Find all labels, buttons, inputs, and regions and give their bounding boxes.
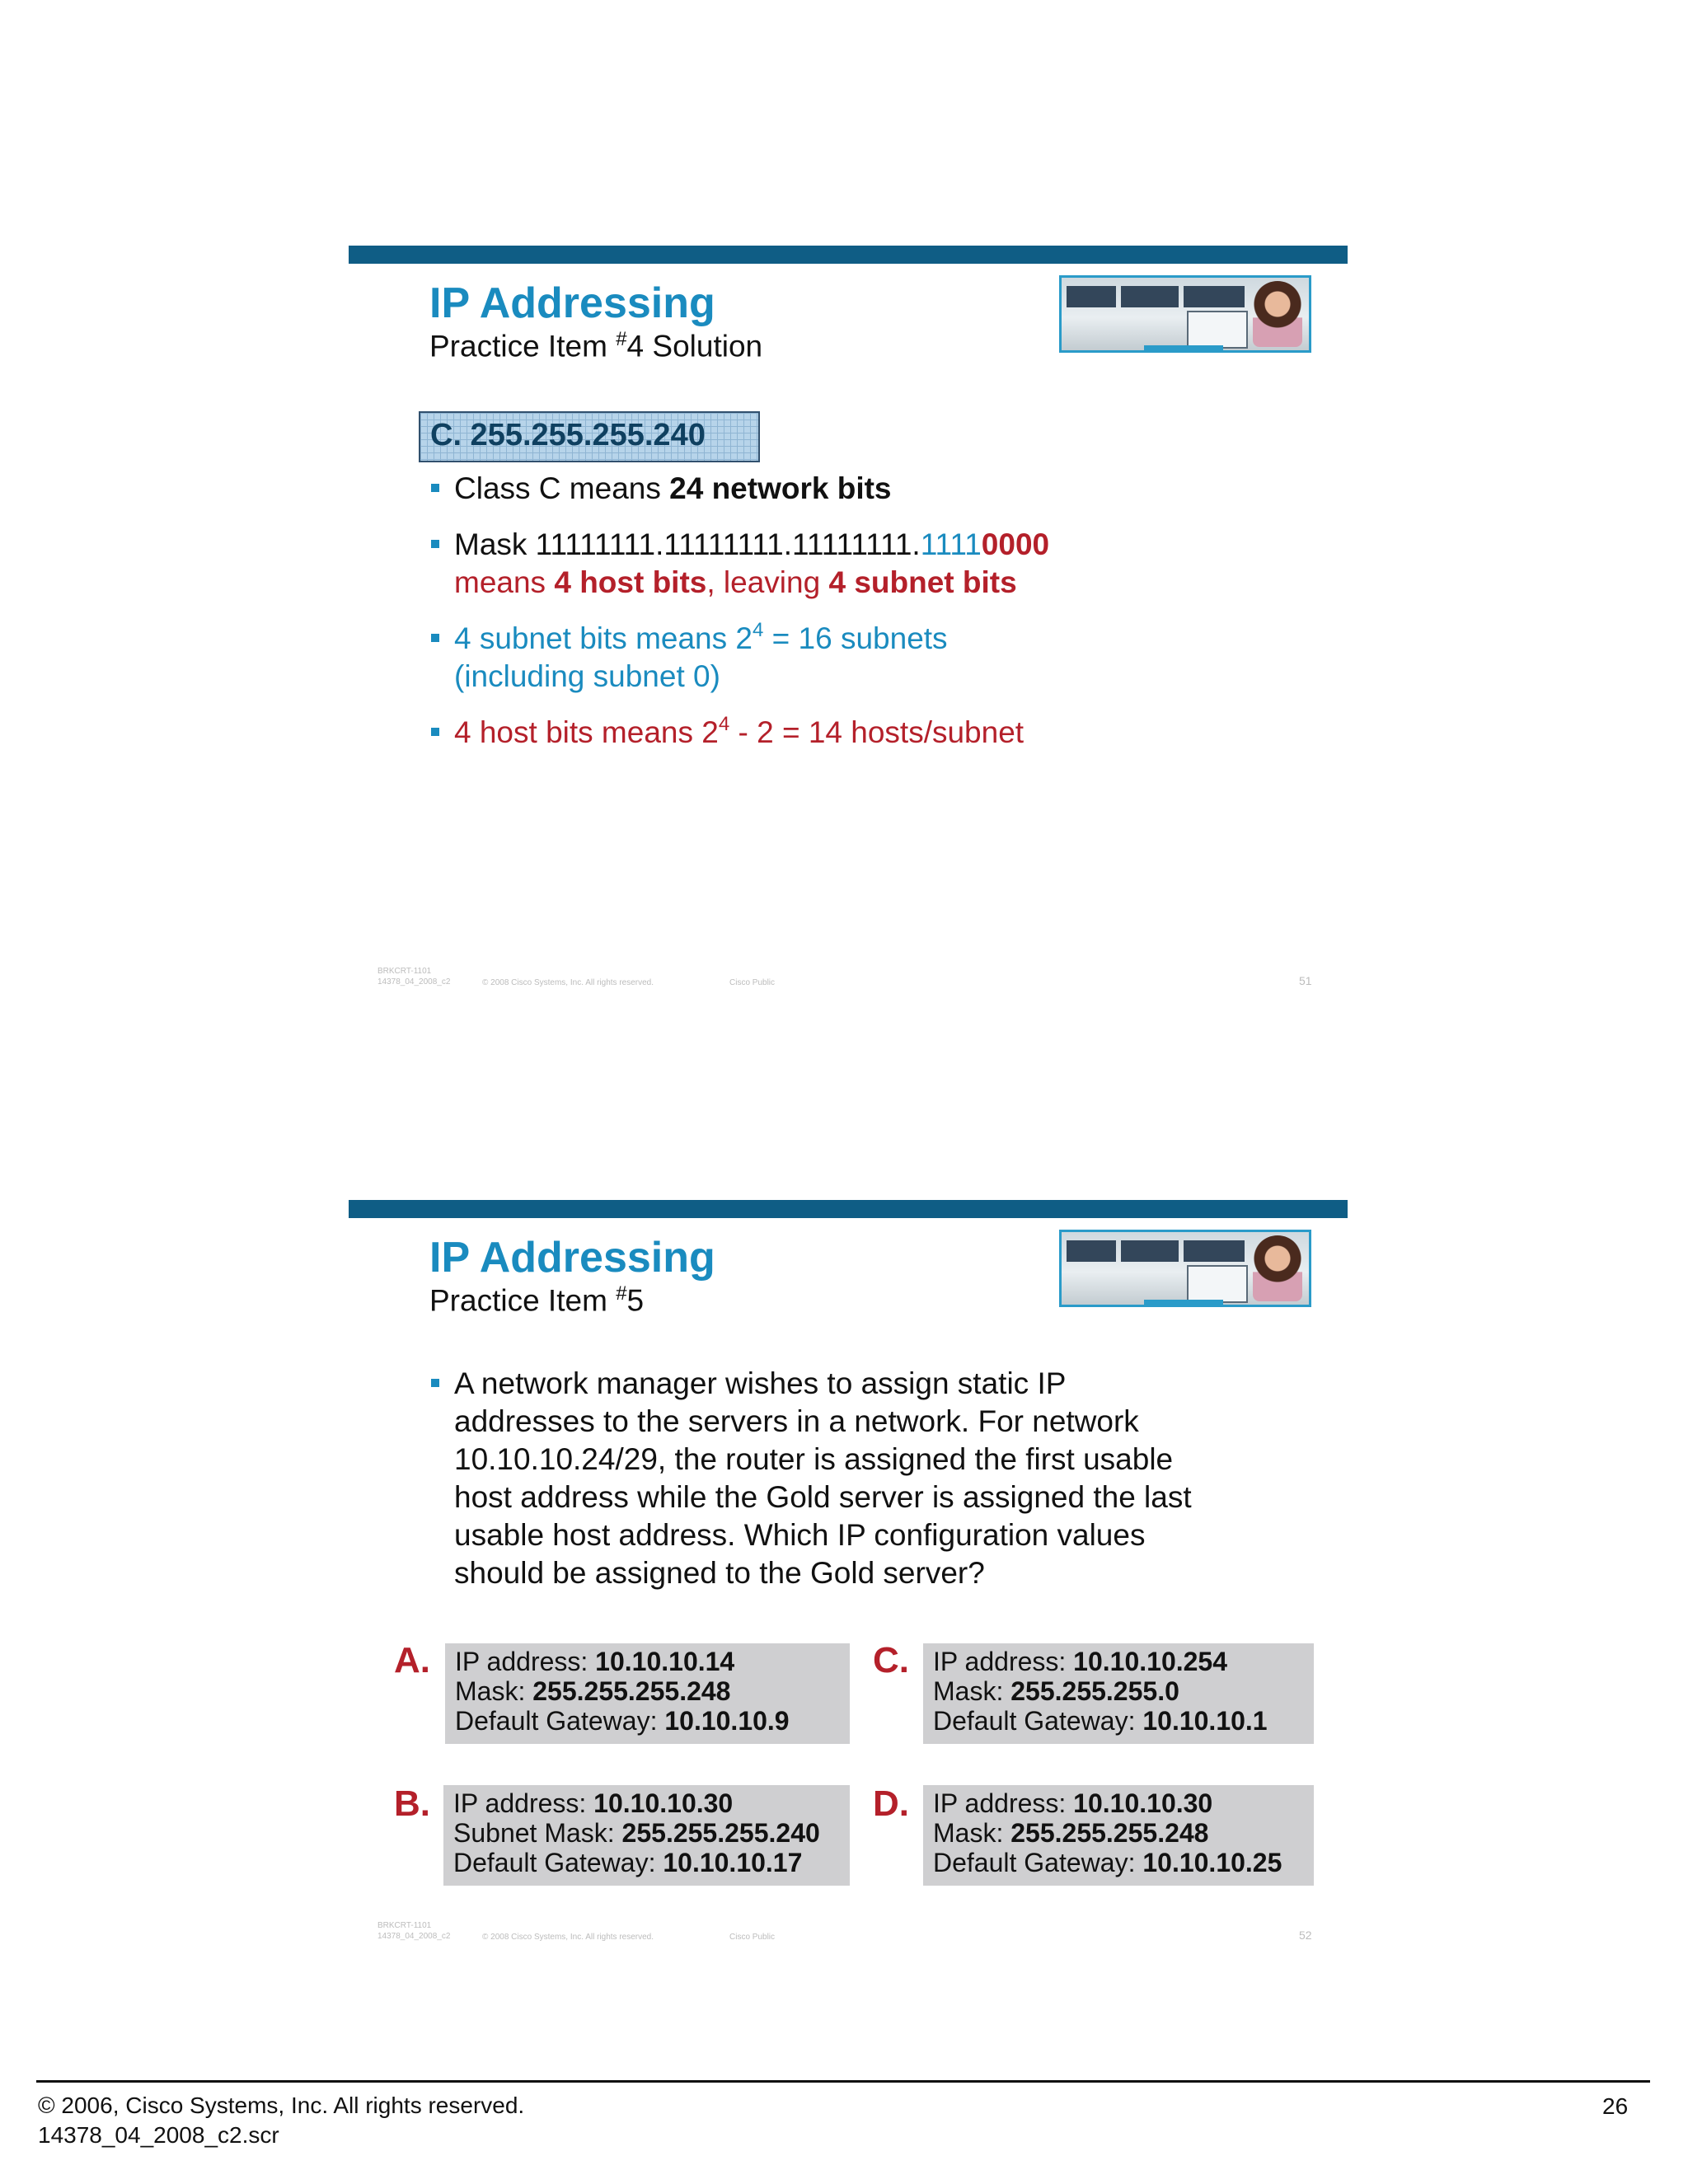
page-footer-filename: 14378_04_2008_c2.scr bbox=[38, 2122, 279, 2148]
option-a-box[interactable]: IP address: 10.10.10.14 Mask: 255.255.255.248 Default Gateway: 10.10.10.9 bbox=[445, 1643, 850, 1744]
question-text: A network manager wishes to assign static IP addresses to the servers in a network. For network 10.10.10.24/29, the router is assigned the first usable host address while the Gold server is assigned the last usable host address. Which IP configuration values should be assigned to the Gold server? bbox=[429, 1365, 1303, 1592]
list-item: 4 host bits means $2^4 - 2 = 14$ hosts/subnet bbox=[429, 714, 1303, 752]
slide-page-number: 51 bbox=[1299, 974, 1312, 987]
slide-51 bbox=[349, 246, 1348, 1012]
slide-title: IP Addressing bbox=[429, 1234, 715, 1282]
slide-footer-code: BRKCRT-1101 14378_04_2008_c2 bbox=[377, 967, 451, 987]
header-photo bbox=[1059, 275, 1311, 353]
page-footer-copyright: © 2006, Cisco Systems, Inc. All rights reserved. 14378_04_2008_c2.scr bbox=[38, 2091, 524, 2150]
page-number: 26 bbox=[1602, 2093, 1629, 2119]
list-item: Mask 11111111.11111111.11111111.11110000 means 4 host bits, leaving 4 subnet bits bbox=[429, 526, 1303, 602]
slide-header-bar bbox=[349, 246, 1348, 264]
list-item: 4 subnet bits means $2^4 = 16$ subnets (including subnet 0) bbox=[429, 620, 1303, 696]
solution-bullets bbox=[429, 470, 1303, 770]
header-photo bbox=[1059, 1230, 1311, 1307]
slide-52 bbox=[349, 1200, 1348, 1966]
option-d-letter: D. bbox=[873, 1783, 909, 1824]
option-c-box[interactable]: IP address: 10.10.10.254 Mask: 255.255.255.0 Default Gateway: 10.10.10.1 bbox=[923, 1643, 1314, 1744]
answer-highlight: C. 255.255.255.240 bbox=[419, 411, 760, 462]
question-bullets bbox=[429, 1365, 1303, 1610]
slide-page-number: 52 bbox=[1299, 1929, 1312, 1942]
slide-footer-copyright: © 2008 Cisco Systems, Inc. All rights reserved. bbox=[482, 978, 654, 987]
list-item: Class C means 24 network bits bbox=[429, 470, 1303, 508]
slide-footer-public: Cisco Public bbox=[729, 1933, 776, 1942]
option-d-box[interactable]: IP address: 10.10.10.30 Mask: 255.255.255.248 Default Gateway: 10.10.10.25 bbox=[923, 1785, 1314, 1886]
slide-header-bar bbox=[349, 1200, 1348, 1218]
slide-title: IP Addressing bbox=[429, 279, 715, 327]
page-footer-rule bbox=[36, 2080, 1650, 2083]
option-b-letter: B. bbox=[394, 1783, 430, 1824]
slide-footer-code: BRKCRT-1101 14378_04_2008_c2 bbox=[377, 1921, 451, 1941]
option-b-box[interactable]: IP address: 10.10.10.30 Subnet Mask: 255.255.255.240 Default Gateway: 10.10.10.17 bbox=[443, 1785, 850, 1886]
slide-footer-copyright: © 2008 Cisco Systems, Inc. All rights reserved. bbox=[482, 1933, 654, 1942]
slide-subtitle: Practice Item #5 bbox=[429, 1282, 645, 1318]
option-c-letter: C. bbox=[873, 1640, 909, 1680]
slide-subtitle: Practice Item #4 Solution bbox=[429, 328, 763, 363]
option-a-letter: A. bbox=[394, 1640, 430, 1680]
slide-footer-public: Cisco Public bbox=[729, 978, 776, 987]
